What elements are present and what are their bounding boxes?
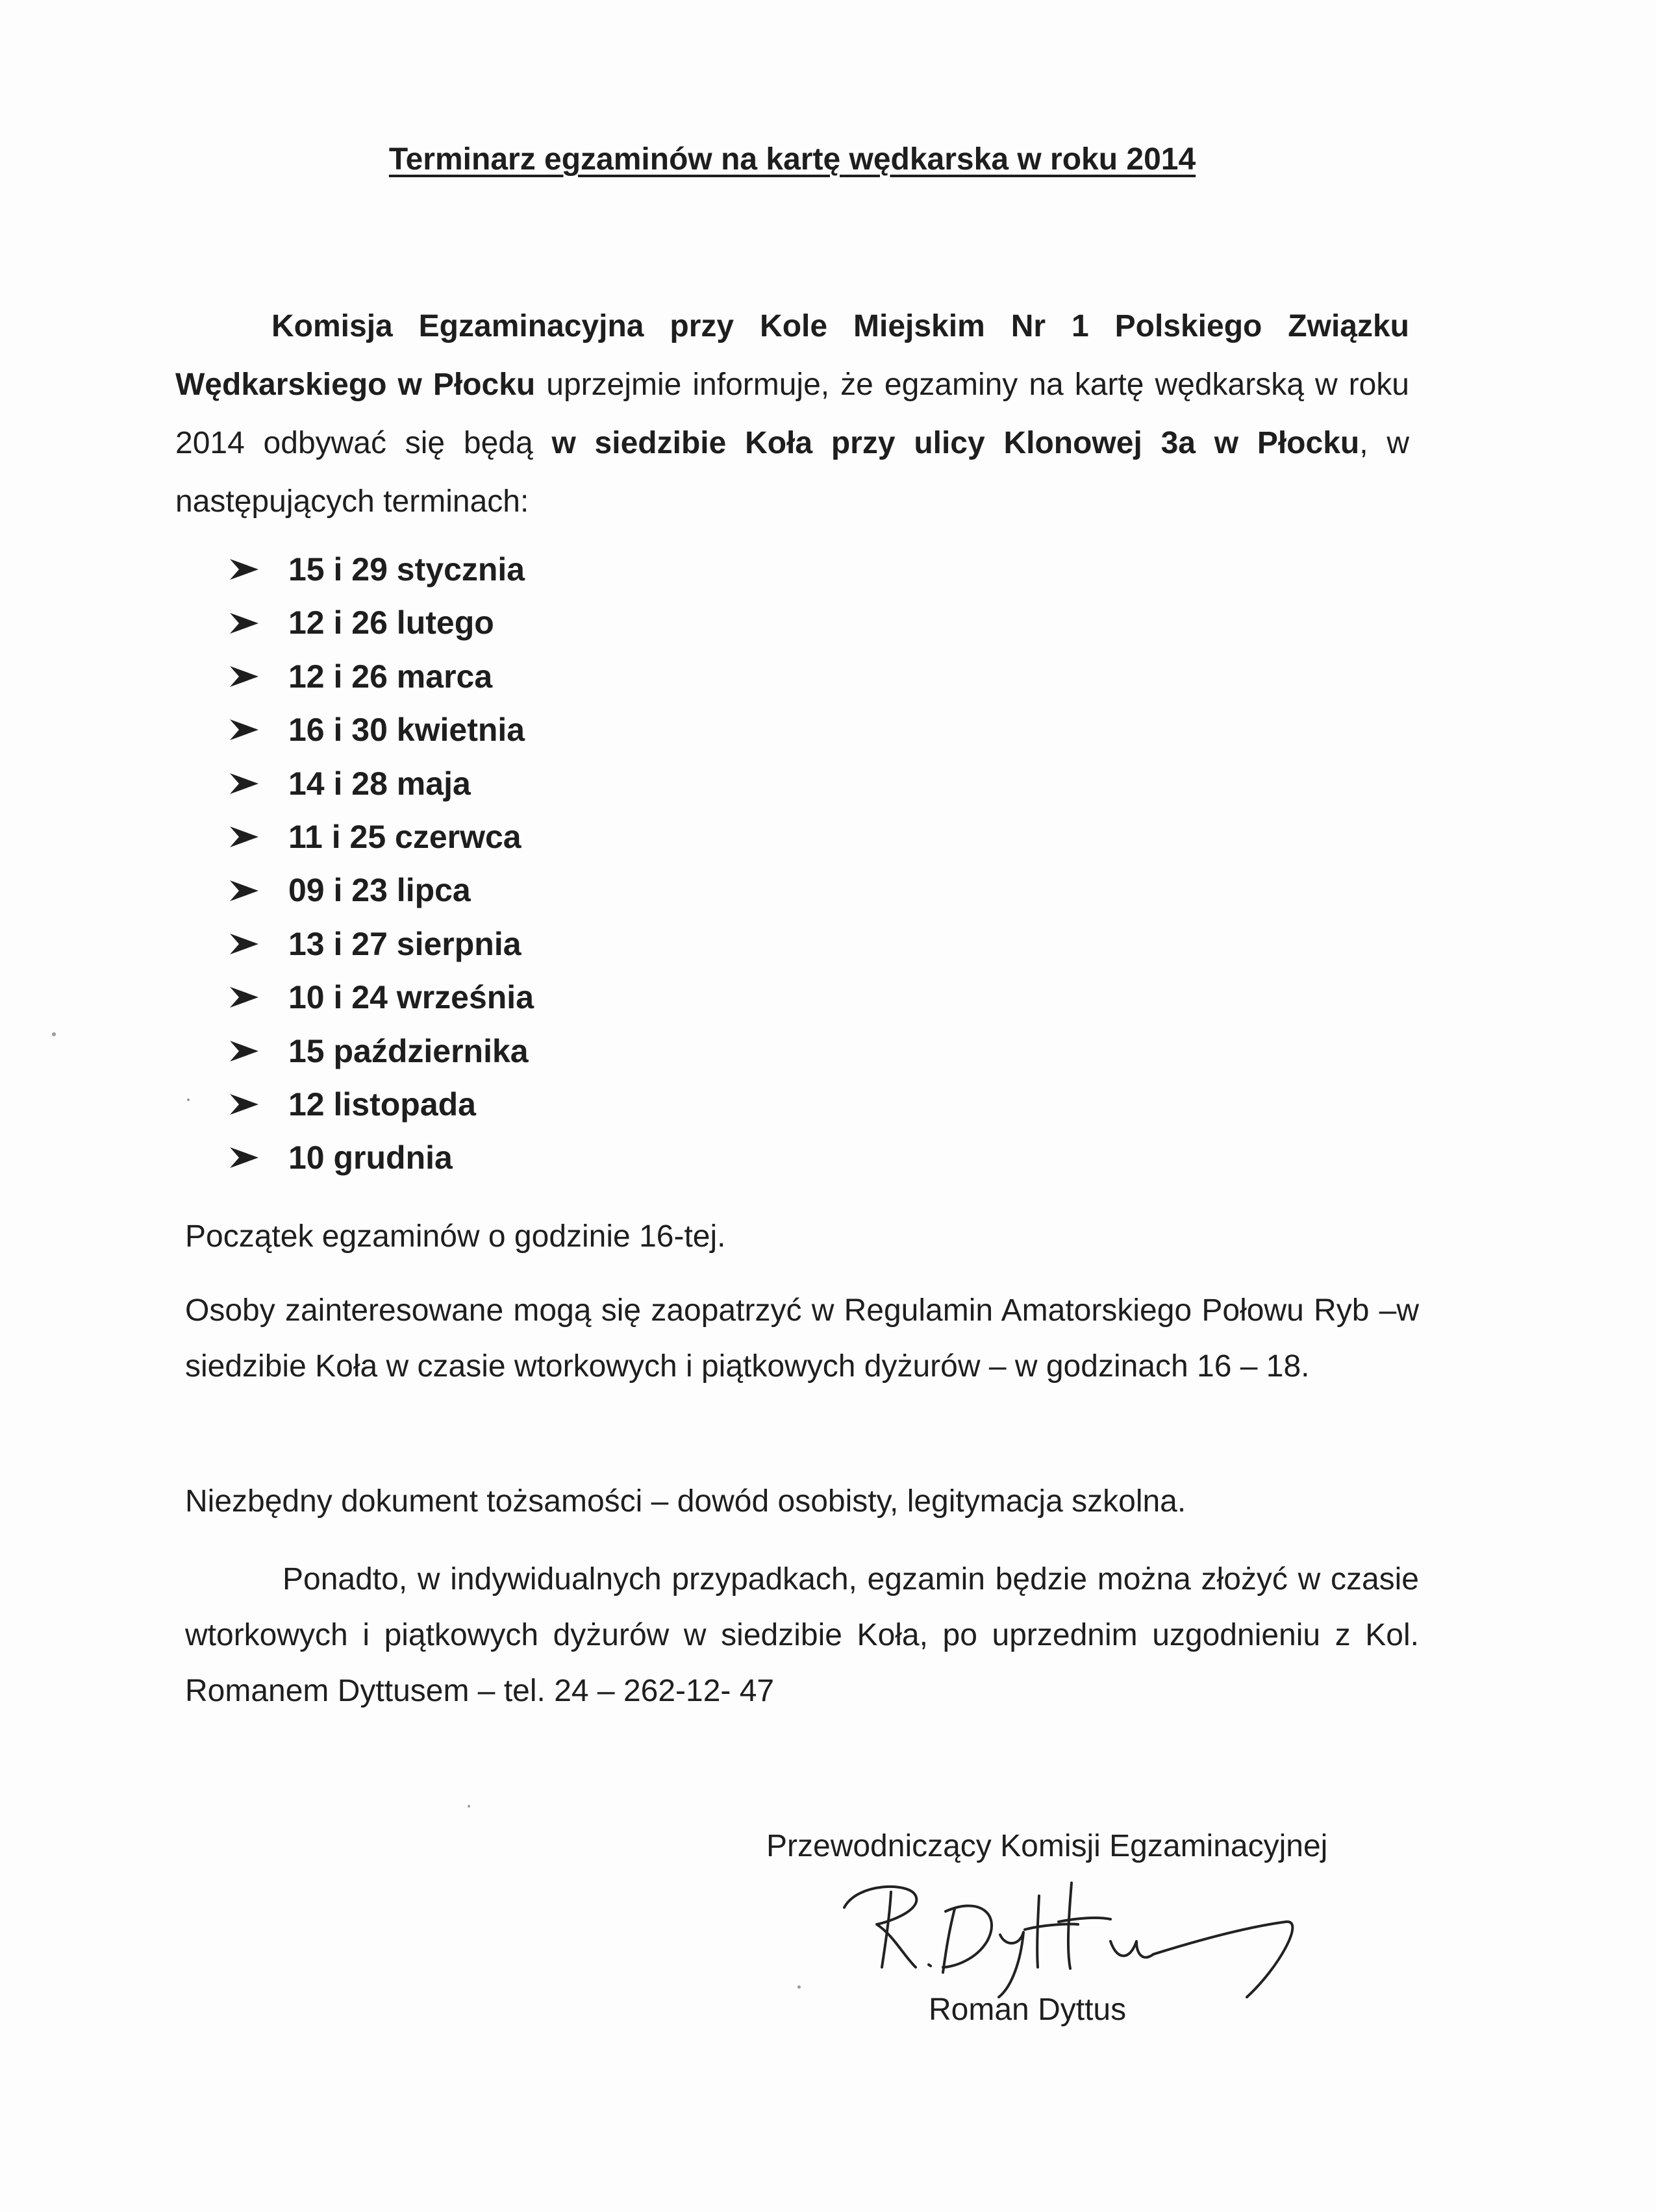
exam-date: 11 i 25 czerwca bbox=[288, 818, 521, 855]
scan-speck bbox=[797, 1985, 801, 1989]
list-item bbox=[227, 650, 534, 703]
list-item bbox=[227, 810, 534, 864]
arrow-bullet-icon bbox=[227, 1038, 261, 1064]
exam-date: 12 i 26 lutego bbox=[288, 604, 494, 641]
individual-cases-text: Ponadto, w indywidualnych przypadkach, egzamin będzie można złożyć w czasie wtorkowych i piątkowych dyżurów w siedzibie Koła, po uprzednim uzgodnieniu z Kol. Romanem Dyttusem – tel. 24 – 262-12- 47 bbox=[185, 1562, 1419, 1708]
intro-text-info: uprzejmie informuje, że egzaminy na kartę wędkarską w roku 2014 odbywać się będą bbox=[175, 367, 1410, 460]
exam-date: 16 i 30 kwietnia bbox=[288, 712, 525, 749]
intro-paragraph bbox=[175, 297, 1409, 531]
exam-dates-list bbox=[227, 543, 534, 1185]
individual-cases-paragraph bbox=[185, 1552, 1419, 1719]
list-item bbox=[227, 543, 534, 596]
exam-date: 09 i 23 lipca bbox=[288, 872, 471, 909]
arrow-bullet-icon bbox=[227, 556, 261, 582]
list-item bbox=[227, 757, 534, 810]
arrow-bullet-icon bbox=[227, 984, 261, 1010]
arrow-bullet-icon bbox=[227, 771, 261, 797]
intro-bold-location: w siedzibie Koła przy ulicy Klonowej 3a w Płocku bbox=[551, 426, 1360, 460]
arrow-bullet-icon bbox=[227, 717, 261, 743]
arrow-bullet-icon bbox=[227, 931, 261, 957]
list-item bbox=[227, 917, 534, 971]
arrow-bullet-icon bbox=[227, 878, 261, 904]
list-item bbox=[227, 971, 534, 1024]
list-item bbox=[227, 596, 534, 649]
regulamin-paragraph: Osoby zainteresowane mogą się zaopatrzyć w Regulamin Amatorskiego Połowu Ryb –w siedzibie Koła w czasie wtorkowych i piątkowych dyżurów – w godzinach 16 – 18. bbox=[185, 1293, 1419, 1384]
exam-date: 10 grudnia bbox=[288, 1139, 453, 1176]
arrow-bullet-icon bbox=[227, 1091, 261, 1117]
list-item bbox=[227, 703, 534, 756]
exam-date: 14 i 28 maja bbox=[288, 765, 471, 802]
arrow-bullet-icon bbox=[227, 1145, 261, 1171]
scan-speck bbox=[468, 1805, 470, 1808]
list-item bbox=[227, 864, 534, 917]
exam-date: 12 listopada bbox=[288, 1086, 476, 1123]
list-item bbox=[227, 1025, 534, 1078]
exam-date: 10 i 24 września bbox=[288, 979, 534, 1016]
signatory-name: Roman Dyttus bbox=[929, 1993, 1127, 2027]
document-requirement-paragraph: Niezbędny dokument tożsamości – dowód osobisty, legitymacja szkolna. bbox=[185, 1484, 1186, 1519]
intro-bold-committee: Komisja Egzaminacyjna przy Kole Miejskim Nr 1 Polskiego Związku Wędkarskiego w Płocku bbox=[175, 309, 1409, 402]
exam-date: 15 i 29 stycznia bbox=[288, 551, 525, 588]
exam-date: 13 i 27 sierpnia bbox=[288, 925, 521, 962]
signatory-title: Przewodniczący Komisji Egzaminacyjnej bbox=[766, 1829, 1328, 1863]
exam-date: 15 października bbox=[288, 1032, 529, 1069]
scan-speck bbox=[187, 1099, 190, 1101]
intro-text-terms: , w następujących terminach: bbox=[175, 426, 1409, 519]
list-item bbox=[227, 1131, 534, 1184]
arrow-bullet-icon bbox=[227, 824, 261, 850]
exam-date: 12 i 26 marca bbox=[288, 658, 493, 695]
arrow-bullet-icon bbox=[227, 664, 261, 690]
start-time-paragraph: Początek egzaminów o godzinie 16-tej. bbox=[185, 1219, 726, 1254]
scan-speck bbox=[52, 1032, 56, 1036]
handwritten-signature bbox=[831, 1870, 1351, 2000]
list-item bbox=[227, 1078, 534, 1131]
document-title: Terminarz egzaminów na kartę wędkarska w roku 2014 bbox=[388, 142, 1196, 177]
arrow-bullet-icon bbox=[227, 610, 261, 636]
